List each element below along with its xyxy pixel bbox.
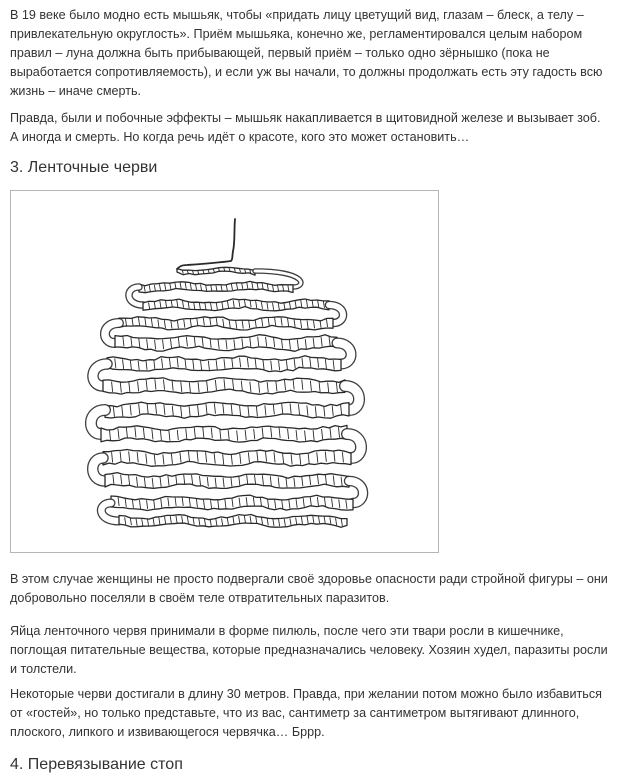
paragraph-parasites: В этом случае женщины не просто подвергали своё здоровье опасности ради стройной фигуры – они добровольно поселяли в своём теле отвратительных паразитов. (10, 572, 608, 605)
heading-tapeworms: 3. Ленточные черви (10, 159, 158, 176)
worm-segment-row (103, 450, 351, 467)
worm-segment-row (105, 473, 349, 489)
worm-head (177, 219, 235, 269)
heading-foot-binding: 4. Перевязывание стоп (10, 756, 183, 773)
worm-segment-row (101, 425, 347, 442)
paragraph-arsenic: В 19 веке было модно есть мышьяк, чтобы «придать лицу цветущий вид, глазам – блеск, а телу – привлекательную округлость». Приём мышьяка, конечно же, регламентировался целым набором правил – луна должна быть прибывающей, первый приём – только одно зёрнышко (пока не выработается сопротивляемость), и если уж вы начали, то должны продолжать есть эту гадость всю жизнь – иначе смерть. (10, 8, 603, 98)
tapeworm-illustration (10, 190, 439, 553)
paragraph-pills: Яйца ленточного червя принимали в форме пилюль, после чего эти твари росли в кишечнике, поглощая питательные вещества, которые предназначались человеку. Хозяин худел, паразиты росли и толстели. (10, 624, 608, 676)
paragraph-side-effects: Правда, были и побочные эффекты – мышьяк накапливается в щитовидной железе и вызывает зоб. А иногда и смерть. Но когда речь идёт о красоте, кого это может остановить… (10, 111, 601, 144)
worm-segment-row (105, 402, 349, 418)
tapeworm-drawing (11, 191, 438, 552)
worm-segment-row (107, 356, 341, 372)
worm-bend-inner (93, 458, 105, 481)
paragraph-length: Некоторые черви достигали в длину 30 метров. Правда, при желании потом можно было избавиться от «гостей», но только представьте, что из вас, сантиметр за сантиметром вытягивают длинного, плоского, липкого и извивающегося червячка… Бррр. (10, 687, 602, 739)
